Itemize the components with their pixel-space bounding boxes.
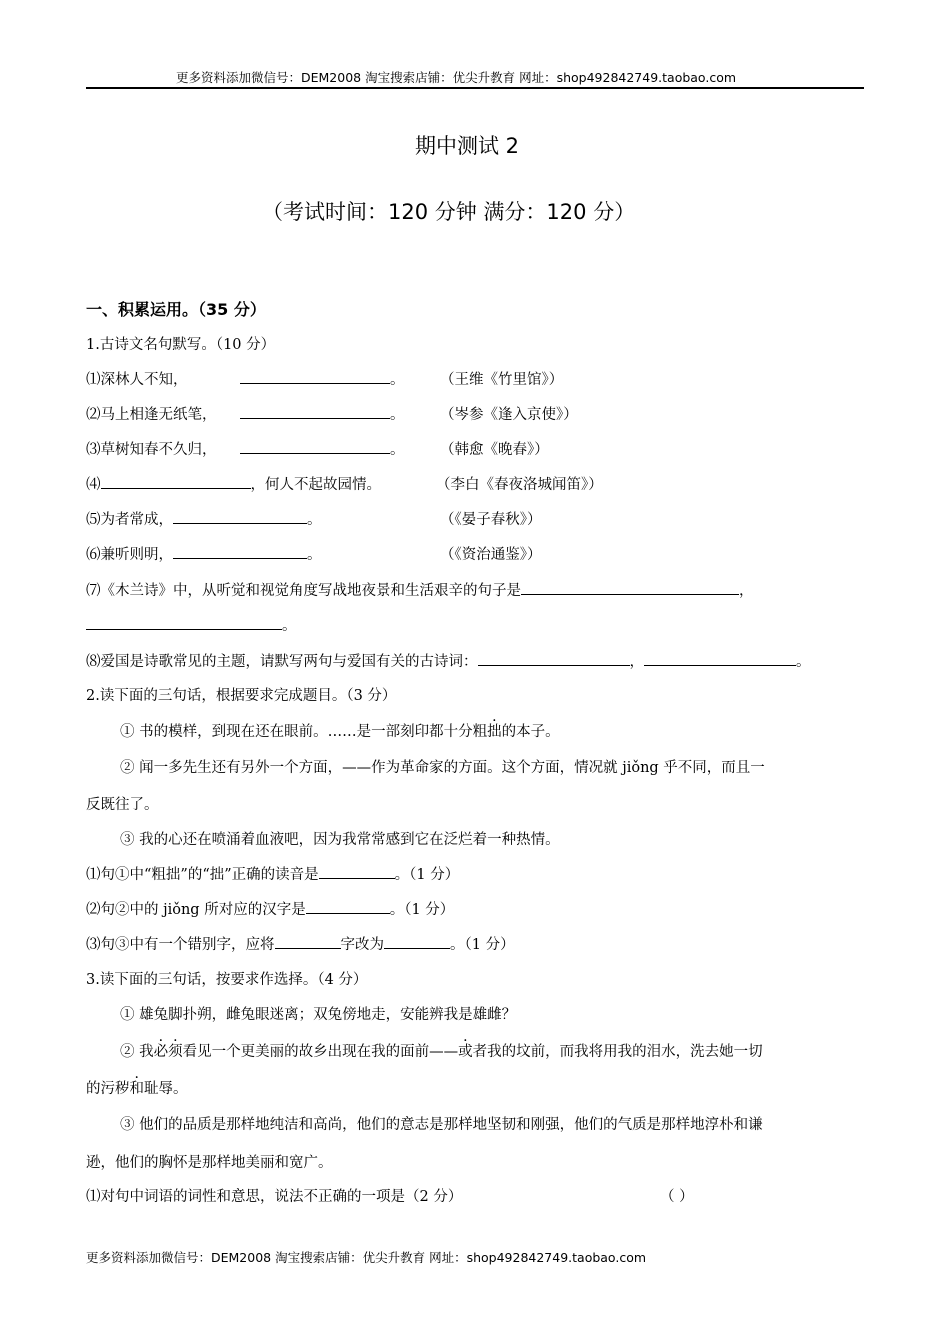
q1-item-5: ⑸为者常成， 。 bbox=[86, 508, 322, 529]
question-3-intro: 3.读下面的三句话，按要求作选择。（4 分） bbox=[86, 972, 368, 988]
q1-item-3: ⑶草树知春不久归， bbox=[86, 442, 217, 458]
q1-item-4-source: （李白《春夜洛城闻笛》） bbox=[436, 477, 603, 493]
q3-sentence-2-cont: 的污秽和耻辱。 bbox=[86, 1081, 188, 1097]
q1-item-1-blank[interactable]: 。 bbox=[240, 368, 405, 389]
q1-item-8: ⑻爱国是诗歌常见的主题，请默写两句与爱国有关的古诗词： ， 。 bbox=[86, 650, 811, 671]
q2-sub-1-blank[interactable] bbox=[319, 864, 395, 879]
q1-item-2-blank[interactable]: 。 bbox=[240, 403, 405, 424]
q1-item-8-blank-1[interactable] bbox=[478, 651, 630, 666]
q2-sub-3-blank-1[interactable] bbox=[275, 934, 341, 949]
q1-item-3-source: （韩愈《晚春》） bbox=[440, 442, 549, 458]
q2-sub-1: ⑴句①中“粗拙”的“拙”正确的读音是 。（1 分） bbox=[86, 863, 459, 884]
q1-item-1-source: （王维《竹里馆》） bbox=[440, 372, 564, 388]
q2-sentence-2: ② 闻一多先生还有另外一个方面，——作为革命家的方面。这个方面，情况就 jiǒng 乎不同，而且一 bbox=[120, 760, 765, 776]
q2-sub-3-blank-2[interactable] bbox=[384, 934, 450, 949]
q1-item-5-source: （《晏子春秋》） bbox=[440, 512, 542, 528]
q1-item-4: ⑷ ，何人不起故园情。 bbox=[86, 473, 381, 494]
q1-item-3-blank[interactable]: 。 bbox=[240, 438, 405, 459]
q2-sub-3: ⑶句③中有一个错别字，应将 字改为 。（1 分） bbox=[86, 933, 515, 954]
page-header: 更多资料添加微信号：DEM2008 淘宝搜索店铺：优尖升教育 网址：shop492842749.taobao.com bbox=[176, 70, 737, 85]
section-heading: 一、积累运用。（35 分） bbox=[86, 300, 266, 319]
q1-item-6-blank[interactable] bbox=[173, 544, 307, 559]
q1-item-6: ⑹兼听则明， 。 bbox=[86, 543, 322, 564]
emphasis-char: 拙 bbox=[487, 724, 502, 740]
q1-item-7-blank-2[interactable] bbox=[86, 615, 282, 630]
q1-item-7-line2: 。 bbox=[86, 614, 297, 635]
q2-sentence-2-cont: 反既往了。 bbox=[86, 797, 159, 813]
q3-sentence-1: ① 雄兔脚扑朔，雌兔眼迷离；双兔傍地走，安能辨我是雄雌？ bbox=[120, 1007, 517, 1023]
q3-sentence-2: ② 我必须看见一个更美丽的故乡出现在我的面前——或者我的坟前，而我将用我的泪水，洗去她一切 bbox=[120, 1044, 763, 1060]
header-divider bbox=[86, 87, 864, 89]
q2-sentence-3: ③ 我的心还在喷涌着血液吧，因为我常常感到它在泛烂着一种热情。 bbox=[120, 832, 560, 848]
q2-sentence-1: ① 书的模样，到现在还在眼前。……是一部刻印都十分粗拙的本子。 bbox=[120, 724, 560, 740]
q1-item-8-blank-2[interactable] bbox=[644, 651, 796, 666]
emphasis-char: 或 bbox=[458, 1044, 473, 1060]
q1-item-2-source: （岑参《逢入京使》） bbox=[440, 407, 578, 423]
q1-item-7-blank-1[interactable] bbox=[521, 580, 739, 595]
q1-item-6-source: （《资治通鉴》） bbox=[440, 547, 542, 563]
q3-sentence-3: ③ 他们的品质是那样地纯洁和高尚，他们的意志是那样地坚韧和刚强，他们的气质是那样地淳朴和谦 bbox=[120, 1117, 763, 1133]
answer-parentheses[interactable]: （ ） bbox=[660, 1189, 694, 1205]
question-2-intro: 2.读下面的三句话，根据要求完成题目。（3 分） bbox=[86, 688, 397, 704]
q1-item-4-blank[interactable] bbox=[101, 474, 251, 489]
exam-title: 期中测试 2 bbox=[415, 134, 520, 158]
question-1-intro: 1.古诗文名句默写。（10 分） bbox=[86, 337, 276, 353]
q1-item-7: ⑺《木兰诗》中，从听觉和视觉角度写战地夜景和生活艰辛的句子是 ， bbox=[86, 579, 754, 600]
q1-item-2: ⑵马上相逢无纸笔， bbox=[86, 407, 217, 423]
q2-sub-2: ⑵句②中的 jiǒng 所对应的汉字是 。（1 分） bbox=[86, 898, 454, 919]
q3-sentence-3-cont: 逊，他们的胸怀是那样地美丽和宽广。 bbox=[86, 1155, 333, 1171]
q1-item-5-blank[interactable] bbox=[173, 509, 307, 524]
q1-item-1: ⑴深林人不知， bbox=[86, 372, 188, 388]
emphasis-char: 和 bbox=[129, 1081, 144, 1097]
q3-sub-1: ⑴对句中词语的词性和意思，说法不正确的一项是（2 分） bbox=[86, 1189, 463, 1205]
page-footer: 更多资料添加微信号：DEM2008 淘宝搜索店铺：优尖升教育 网址：shop492842749.taobao.com bbox=[86, 1250, 647, 1265]
q2-sub-2-blank[interactable] bbox=[306, 899, 390, 914]
exam-subtitle: （考试时间：120 分钟 满分：120 分） bbox=[262, 200, 636, 224]
emphasis-char: 必 bbox=[153, 1044, 169, 1060]
emphasis-char: 须 bbox=[168, 1044, 183, 1060]
